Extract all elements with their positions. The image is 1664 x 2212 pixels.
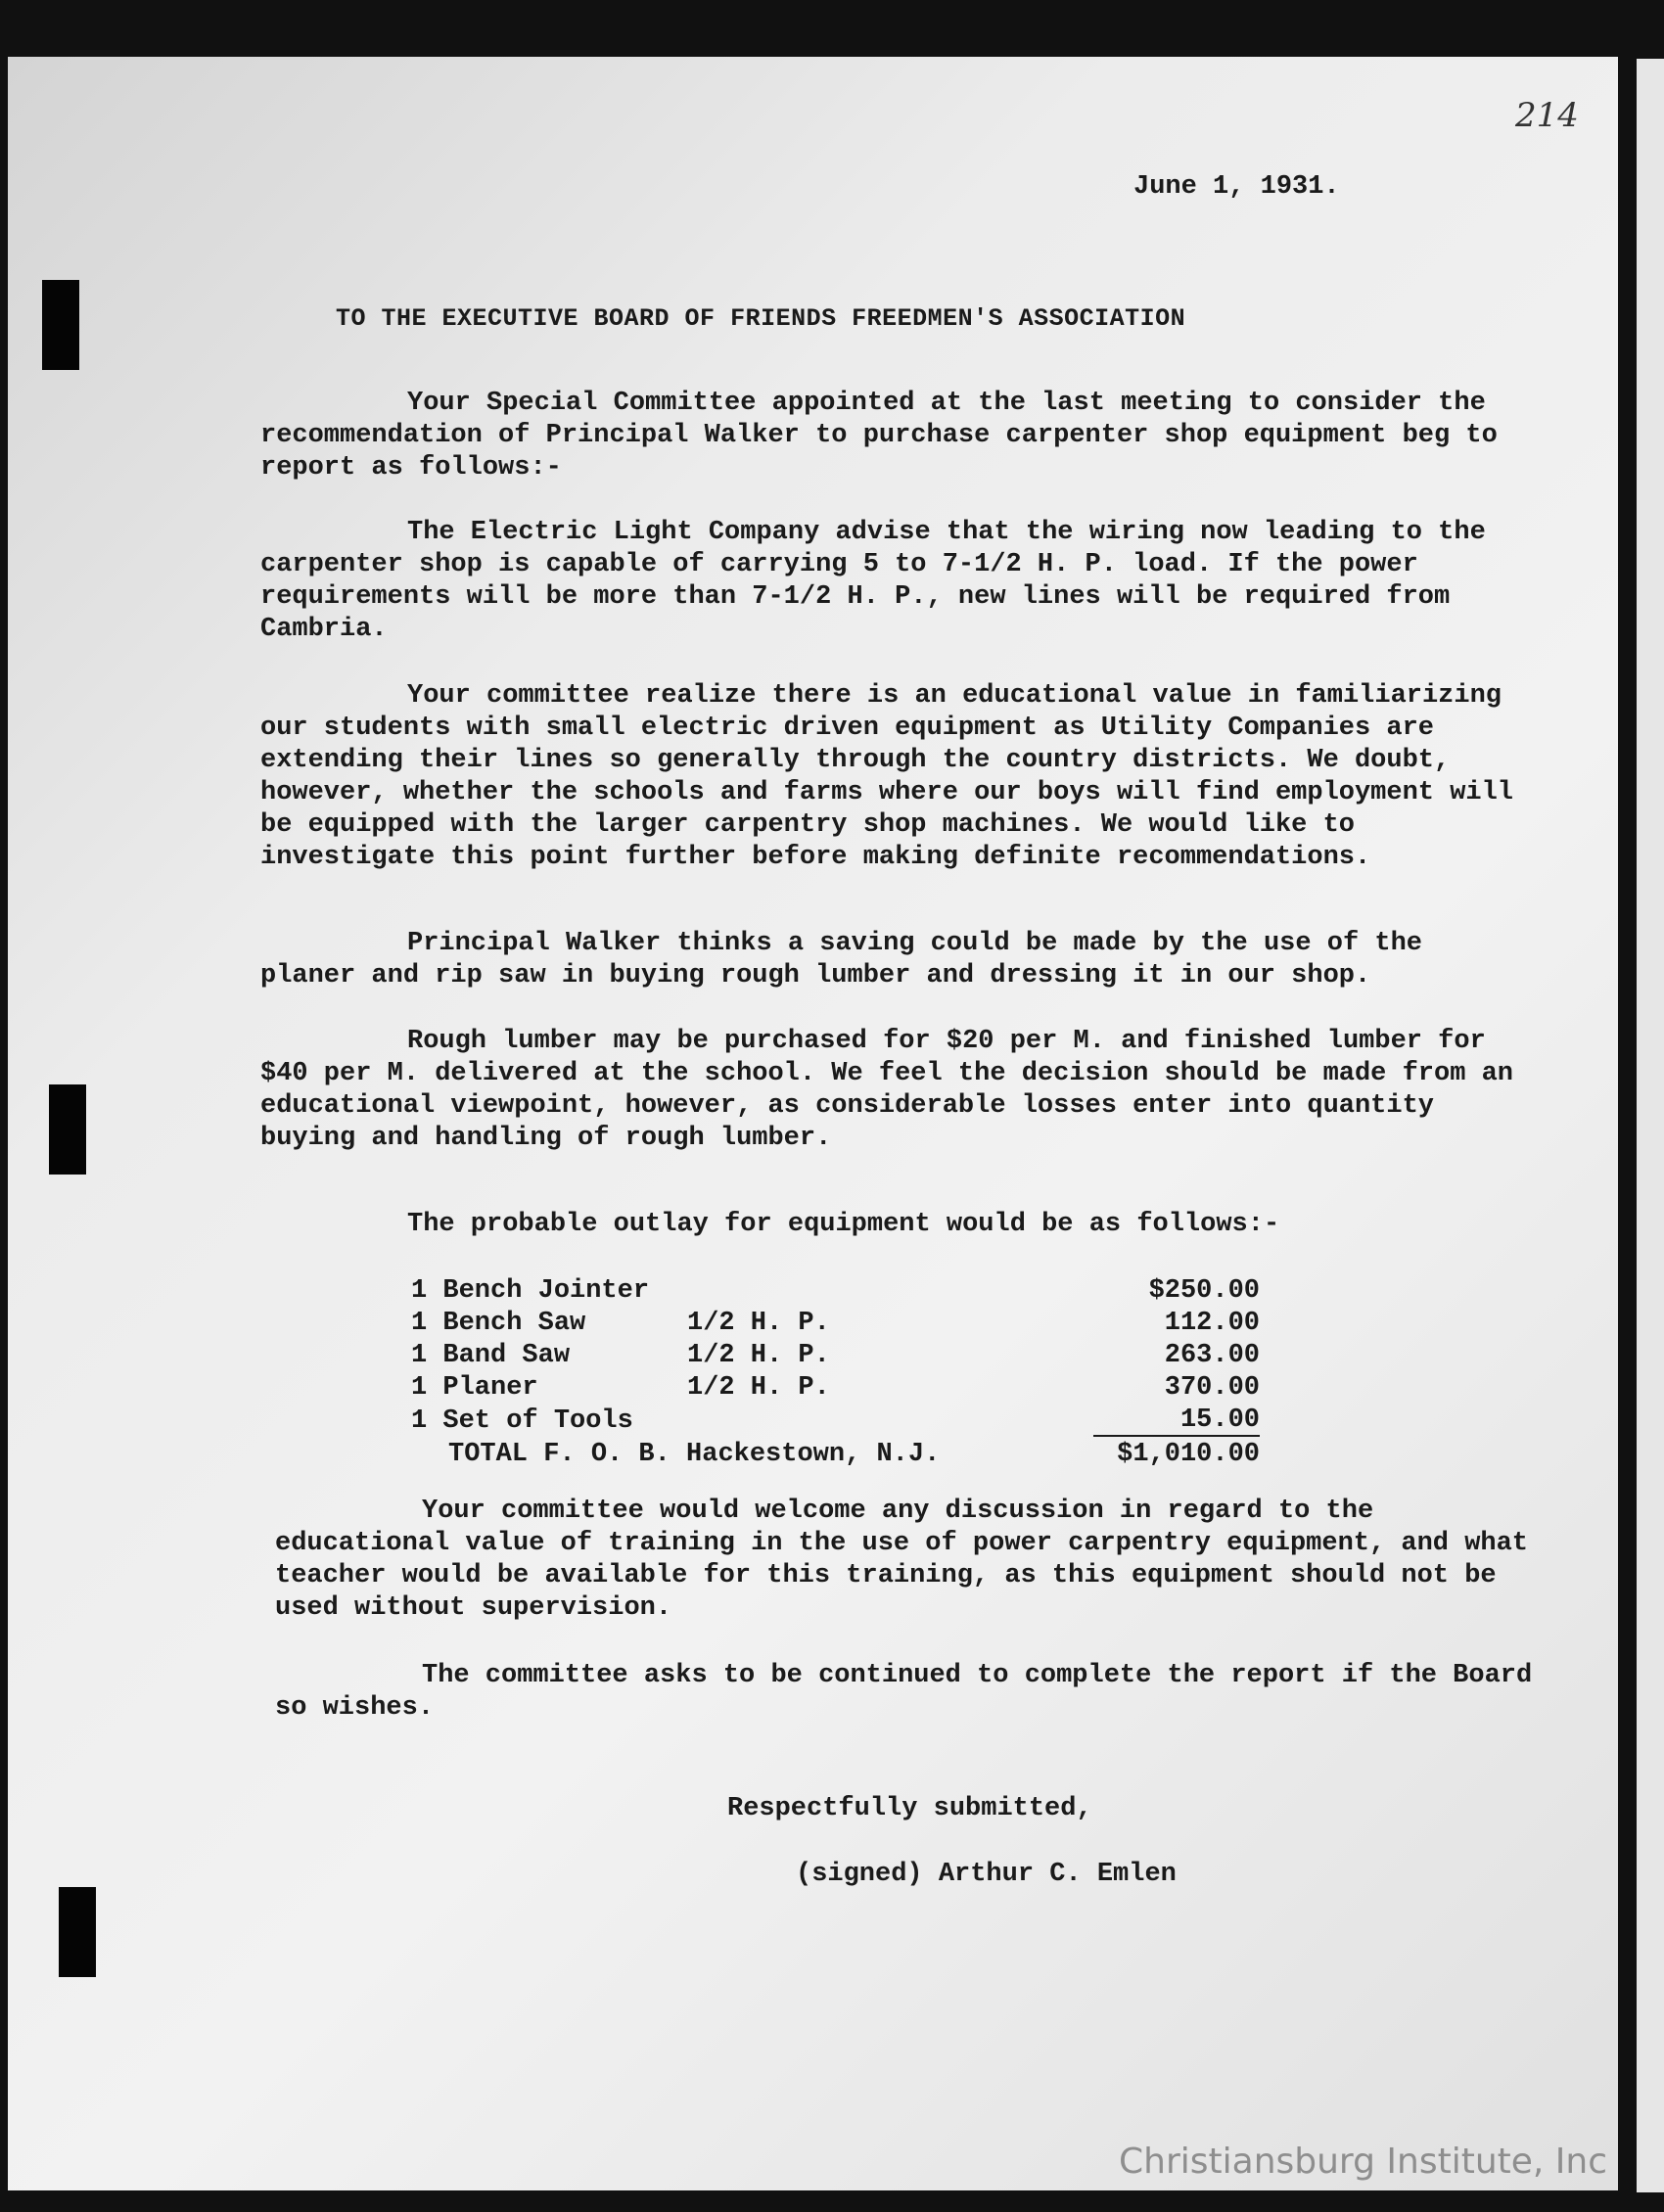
equipment-cost: 15.00	[1093, 1403, 1260, 1436]
equipment-item: 1 Band Saw	[411, 1341, 571, 1370]
equipment-row	[411, 1273, 1260, 1306]
total-label: TOTAL F. O. B. Hackestown, N.J.	[448, 1440, 941, 1469]
equipment-spec: 1/2 H. P.	[687, 1373, 830, 1403]
total-cost: $1,010.00	[1117, 1440, 1260, 1469]
equipment-item: 1 Planer	[411, 1373, 538, 1403]
equipment-item: 1 Bench Jointer	[411, 1276, 650, 1306]
equipment-spec: 1/2 H. P.	[687, 1341, 830, 1370]
paragraph-discussion: Your committee would welcome any discussion in regard to the educational value of training in the use of power carpentry equipment, and what teacher would be available for this training, as this equipment should not be used without supervision.	[275, 1497, 1529, 1623]
paragraph-lumber-prices: Rough lumber may be purchased for $20 per M. and finished lumber for $40 per M. delivered at the school. We feel the decision should be made from an educational viewpoint, however, as considerable losses enter into quantity buying and handling of rough lumber.	[260, 1027, 1514, 1153]
equipment-item: 1 Bench Saw	[411, 1309, 586, 1338]
equipment-spec: 1/2 H. P.	[687, 1309, 830, 1338]
closing-line: Respectfully submitted,	[727, 1794, 1092, 1823]
equipment-cost: $250.00	[1148, 1276, 1260, 1306]
equipment-spec	[687, 1273, 1093, 1306]
archive-watermark: Christiansburg Institute, Inc	[1119, 2142, 1608, 2182]
equipment-item: 1 Set of Tools	[411, 1406, 633, 1436]
page-number: 214	[1515, 96, 1579, 135]
signature-line: (signed) Arthur C. Emlen	[796, 1860, 1177, 1889]
equipment-row	[411, 1370, 1260, 1403]
paragraph-electric-company: The Electric Light Company advise that the wiring now leading to the carpenter shop is capable of carrying 5 to 7-1/2 H. P. load. If the power requirements will be more than 7-1/2 H. P., new lines will be required from Cambria.	[260, 518, 1486, 644]
outlay-intro: The probable outlay for equipment would be as follows:-	[407, 1210, 1280, 1239]
equipment-row	[411, 1338, 1260, 1370]
equipment-spec	[687, 1403, 1093, 1436]
equipment-cost: 112.00	[1164, 1309, 1260, 1338]
film-edge	[1637, 59, 1664, 2192]
equipment-table	[411, 1273, 1260, 1469]
paragraph-committee-intro: Your Special Committee appointed at the last meeting to consider the recommendation of Principal Walker to purchase carpenter shop equipment beg to report as follows:-	[260, 389, 1498, 483]
equipment-row	[411, 1306, 1260, 1338]
paragraph-continuation: The committee asks to be continued to complete the report if the Board so wishes.	[275, 1661, 1533, 1723]
paragraph-educational-value: Your committee realize there is an educational value in familiarizing our students with small electric driven equipment as Utility Companies are extending their lines so generally through the country districts. We doubt, however, whether the schools and farms where our boys will find employment will be equipped with the larger carpentry shop machines. We would like to investigate this point further before making definite recommendations.	[260, 681, 1514, 872]
punch-hole-top	[42, 280, 79, 370]
punch-hole-bottom	[59, 1887, 96, 1977]
equipment-cost: 370.00	[1164, 1373, 1260, 1403]
addressee-heading: TO THE EXECUTIVE BOARD OF FRIENDS FREEDMEN'S ASSOCIATION	[336, 304, 1186, 333]
paragraph-saving: Principal Walker thinks a saving could be made by the use of the planer and rip saw in buying rough lumber and dressing it in our shop.	[260, 929, 1422, 991]
letter-date: June 1, 1931.	[1133, 172, 1340, 202]
punch-hole-middle	[49, 1084, 86, 1175]
document-page	[8, 57, 1618, 2190]
equipment-row	[411, 1403, 1260, 1436]
equipment-cost: 263.00	[1164, 1341, 1260, 1370]
total-row	[411, 1436, 1260, 1469]
